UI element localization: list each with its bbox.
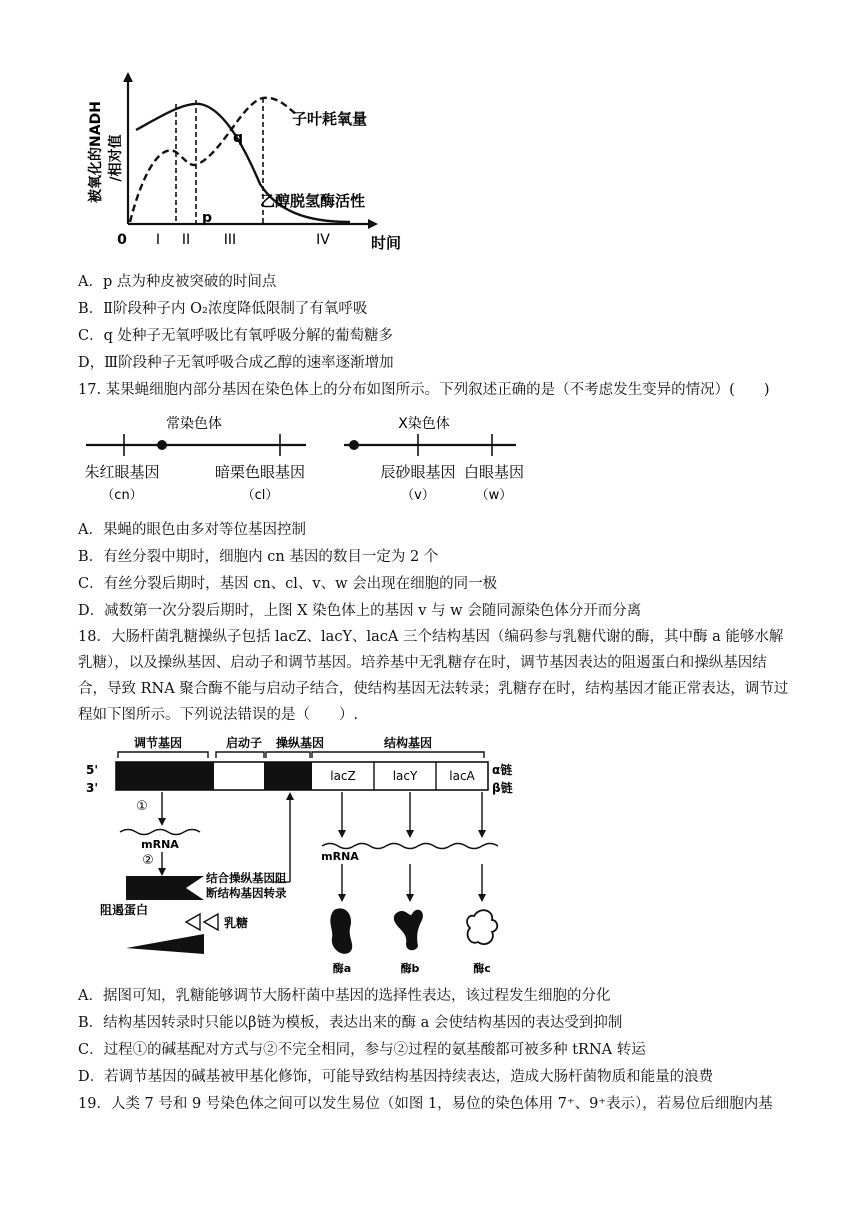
q17-option-b: B．有丝分裂中期时，细胞内 cn 基因的数目一定为 2 个: [78, 549, 439, 565]
lactose-label: 乳糖: [224, 916, 249, 930]
five-prime-label: 5': [86, 763, 99, 777]
lactose-triangle-1: [186, 914, 200, 930]
point-p-label: p: [202, 210, 213, 226]
repressor-to-operator-arrowhead: [286, 792, 294, 800]
q17-stem: 17. 某果蝇细胞内部分基因在染色体上的分布如图所示。下列叙述正确的是（不考虑发生变异的情况）( ): [78, 382, 770, 398]
enzyme-a-arrowhead: [338, 894, 346, 902]
lac-operon-diagram: [78, 734, 538, 976]
q19-stem: 19．人类 7 号和 9 号染色体之间可以发生易位（如图 1，易位的染色体用 7⁺、9⁺表示），若易位后细胞内基: [78, 1096, 773, 1112]
q18-stem: 18．大肠杆菌乳糖操纵子包括 lacZ、lacY、lacA 三个结构基因（编码参与乳糖代谢的酶，其中酶 a 能够水解乳糖），以及操纵基因、启动子和调节基因。培养基中无乳糖存在时，调节基因表达的阻遏蛋白和操纵基因结合，导致 RNA 聚合酶不能与启动子结合，使结构基因无法转录；乳糖存在时，结构基因才能正常表达，调节过程如下图所示。下列说法错误的是（ ）.: [78, 629, 789, 723]
q18-option-a: A．据图可知，乳糖能够调节大肠杆菌中基因的选择性表达，该过程发生细胞的分化: [78, 988, 611, 1004]
step1-arrowhead: [158, 818, 166, 826]
enzyme-b-shape: [394, 910, 423, 951]
q17-option-d: D．减数第一次分裂后期时，上图 X 染色体上的基因 v 与 w 会随同源染色体分开而分离: [78, 603, 642, 619]
y-axis-arrow: [123, 72, 133, 82]
right-mrna-label: mRNA: [321, 850, 359, 863]
left-mrna-wave: [120, 830, 200, 835]
q18-option-c: C．过程①的碱基配对方式与②不完全相同，参与②过程的氨基酸都可被多种 tRNA 转运: [78, 1042, 646, 1058]
lacZ-label: lacZ: [330, 769, 356, 783]
lacZ-transcription-arrowhead: [338, 830, 346, 838]
y-axis-label-1: 被氧化的NADH: [88, 101, 104, 203]
q16-option-c: C．q 处种子无氧呼吸比有氧呼吸分解的葡萄糖多: [78, 328, 393, 344]
enzyme-c-shape: [467, 910, 497, 944]
enzyme-a-label: 酶a: [332, 962, 352, 975]
point-q-label: q: [233, 130, 244, 146]
step2-label: ②: [142, 853, 154, 868]
q16-option-d: D，Ⅲ阶段种子无氧呼吸合成乙醇的速率逐渐增加: [78, 355, 394, 371]
enzyme-a-shape: [330, 908, 352, 953]
operator-bracket: [266, 752, 310, 758]
struct-genes-bracket: [312, 752, 484, 758]
gene-cl-label: 暗栗色眼基因: [214, 463, 306, 481]
stage-II-label: II: [181, 232, 191, 248]
gene-cn-label: 朱红眼基因: [84, 463, 160, 481]
nadh-time-graph: [78, 72, 438, 262]
autosome-title: 常染色体: [166, 416, 222, 432]
lacY-label: lacY: [392, 769, 418, 783]
autosome-centromere: [157, 440, 167, 450]
q18-option-b: B．结构基因转录时只能以β链为模板，表达出来的酶 a 会使结构基因的表达受到抑制: [78, 1015, 623, 1031]
gene-w-label: 白眼基因: [463, 463, 525, 481]
operator-block: [264, 762, 312, 790]
binding-note-2: 断结构基因转录: [206, 886, 287, 900]
gene-w-symbol: （w）: [475, 488, 513, 503]
three-prime-label: 3': [86, 781, 99, 795]
gene-v-label: 辰砂眼基因: [380, 463, 456, 481]
inactive-repressor-wedge: [126, 934, 204, 954]
q17-option-c: C．有丝分裂后期时，基因 cn、cl、v、w 会出现在细胞的同一极: [78, 576, 498, 592]
regulatory-gene-block: [116, 762, 214, 790]
step1-label: ①: [136, 799, 148, 814]
repressor-label: 阻遏蛋白: [100, 903, 149, 917]
gene-cn-symbol: （cn）: [101, 488, 143, 503]
q17-option-a: A．果蝇的眼色由多对等位基因控制: [78, 522, 306, 538]
x-centromere: [349, 440, 359, 450]
enzyme-b-arrowhead: [406, 894, 414, 902]
x-chromosome-title: X染色体: [398, 416, 450, 432]
enzyme-b-label: 酶b: [400, 962, 420, 975]
reg-gene-title: 调节基因: [133, 736, 183, 750]
curve-ethanol-label: 乙醇脱氢酶活性: [260, 192, 366, 210]
enzyme-c-label: 酶c: [473, 962, 491, 975]
step2-arrowhead: [158, 868, 166, 876]
y-axis-label-2: /相对值: [108, 134, 124, 182]
chromosome-diagram: [78, 408, 538, 508]
enzyme-c-arrowhead: [478, 894, 486, 902]
promoter-bracket: [216, 752, 264, 758]
left-mrna-label: mRNA: [141, 838, 179, 851]
binding-note-1: 结合操纵基因阻: [206, 871, 287, 885]
operator-title: 操纵基因: [275, 736, 325, 750]
stage-III-label: III: [223, 232, 237, 248]
gene-v-symbol: （v）: [401, 488, 435, 503]
curve-oxygen-label: 子叶耗氧量: [292, 110, 368, 128]
stage-IV-label: IV: [316, 232, 330, 248]
q18-option-d: D．若调节基因的碱基被甲基化修饰，可能导致结构基因持续表达，造成大肠杆菌物质和能量的浪费: [78, 1069, 714, 1085]
repressor-protein-shape: [126, 876, 204, 900]
stage-I-label: I: [155, 232, 161, 248]
lacY-transcription-arrowhead: [406, 830, 414, 838]
lacA-transcription-arrowhead: [478, 830, 486, 838]
x-axis-label: 时间: [370, 234, 402, 252]
reg-gene-bracket: [118, 752, 208, 758]
gene-cl-symbol: （cl）: [241, 488, 279, 503]
x-axis-arrow: [368, 219, 378, 229]
origin-label: 0: [117, 232, 127, 248]
lactose-triangle-2: [204, 914, 218, 930]
alpha-strand-label: α链: [492, 763, 513, 777]
lacA-label: lacA: [449, 769, 475, 783]
promoter-title: 启动子: [225, 736, 263, 750]
struct-genes-title: 结构基因: [383, 736, 433, 750]
beta-strand-label: β链: [492, 781, 513, 795]
q16-option-a: A．p 点为种皮被突破的时间点: [78, 274, 277, 290]
q16-option-b: B．Ⅱ阶段种子内 O₂浓度降低限制了有氧呼吸: [78, 301, 368, 317]
right-mrna-wave: [322, 844, 498, 849]
